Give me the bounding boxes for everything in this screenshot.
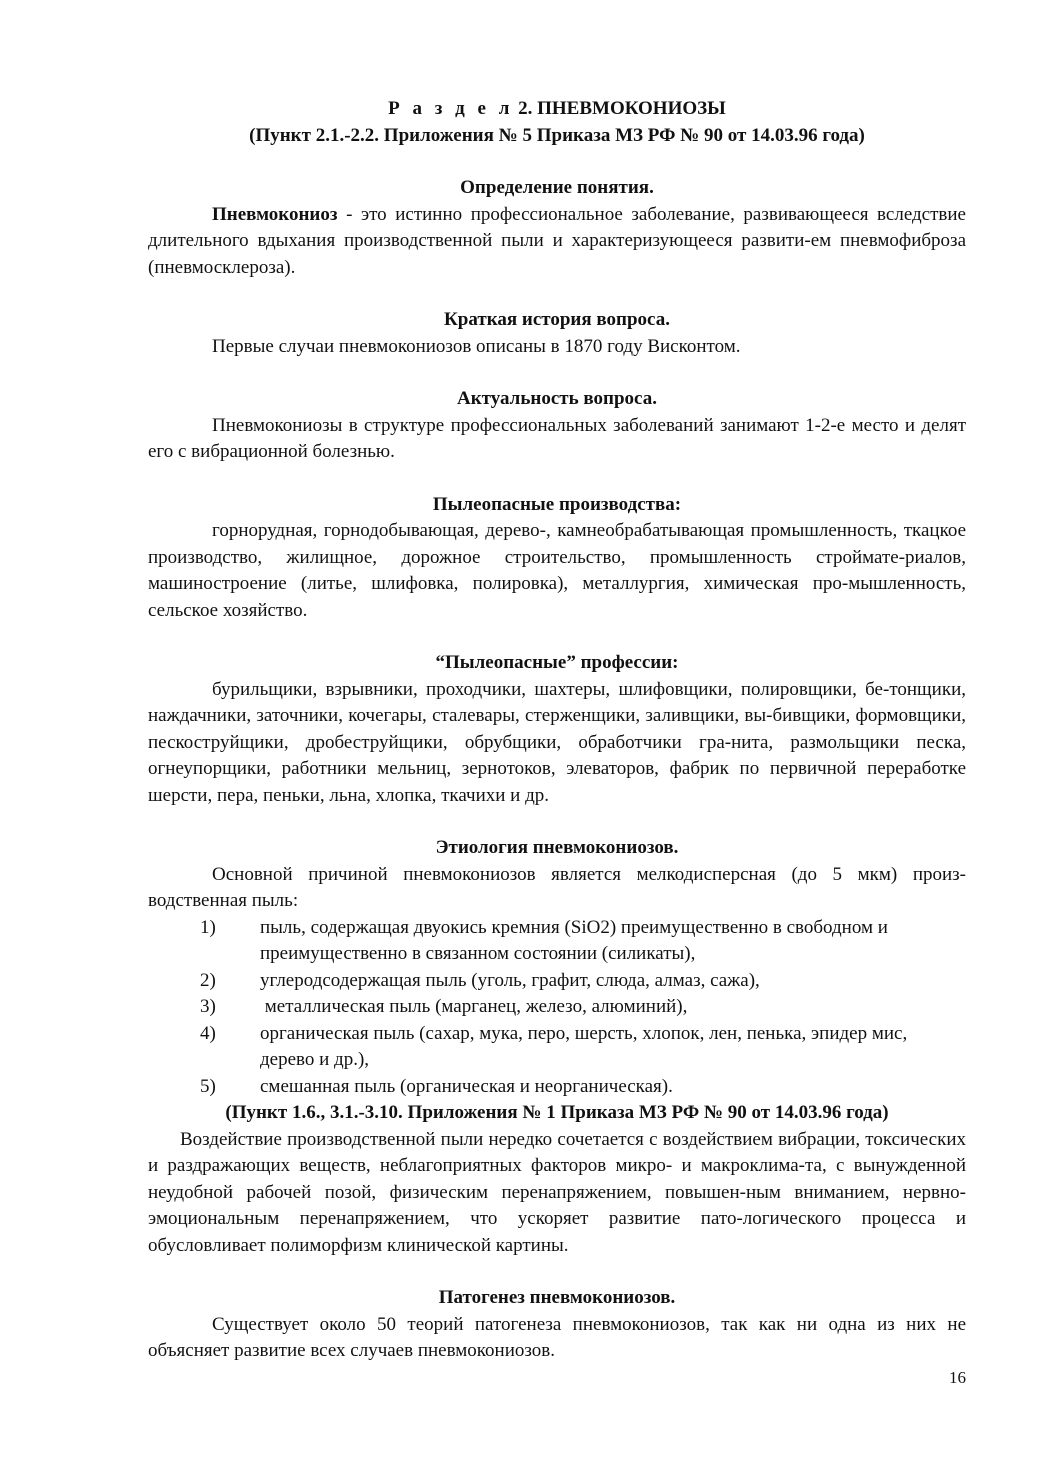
etiology-intro: Основной причиной пневмокониозов является мелкодисперсная (до 5 мкм) произ-водственная пыль: [148, 863, 966, 911]
list-item [148, 994, 966, 1021]
pathogenesis-heading: Патогенез пневмокониозов. [438, 1287, 676, 1308]
list-item [148, 968, 966, 995]
definition-heading: Определение понятия. [460, 177, 654, 198]
dust-impact-paragraph: Воздействие производственной пыли нередко сочетается с воздействием вибрации, токсических и раздражающих веществ, неблагоприятных факторов микро- и макроклима-та, с вынужденной неудобной рабочей позой, физическим перенапряжением, повышен-ным вниманием, нервно-эмоциональным перенапряжением, что ускоряет развитие пато-логического процесса и обусловливает полиморфизм клинической картины. [148, 1128, 966, 1256]
list-item-number: 3) [200, 996, 216, 1017]
pathogenesis-paragraph: Существует около 50 теорий патогенеза пневмокониозов, так как ни одна из них не объясняет развитие всех случаев пневмокониозов. [148, 1313, 966, 1361]
section-prefix: Р а з д е л [388, 98, 514, 119]
section-title [148, 96, 966, 123]
professions-heading: “Пылеопасные” профессии: [435, 652, 679, 673]
section-subtitle: (Пункт 2.1.-2.2. Приложения № 5 Приказа МЗ РФ № 90 от 14.03.96 года) [249, 124, 865, 146]
professions-paragraph: бурильщики, взрывники, проходчики, шахтеры, шлифовщики, полировщики, бе-тонщики, наждачники, заточники, кочегары, сталевары, стерженщики, заливщики, вы-бивщики, формовщики, пескоструйщики, дробеструйщики, обрубщики, обработчики гра-нита, размольщики песка, огнеупорщики, работники мельниц, зернотоков, элеваторов, фабрик по первичной переработке шерсти, пера, пеньки, льна, хлопка, ткачихи и др. [148, 678, 966, 806]
definition-paragraph [148, 202, 966, 282]
page-number: 16 [949, 1368, 966, 1387]
order-reference: (Пункт 1.6., 3.1.-3.10. Приложения № 1 Приказа МЗ РФ № 90 от 14.03.96 года) [225, 1102, 889, 1123]
list-item-number: 4) [200, 1022, 216, 1044]
list-item-number: 5) [200, 1075, 216, 1097]
list-item-text: смешанная пыль (органическая и неорганическая). [260, 1075, 673, 1097]
relevance-heading: Актуальность вопроса. [457, 388, 657, 409]
history-heading: Краткая история вопроса. [444, 309, 670, 330]
list-item-text: углеродсодержащая пыль (уголь, графит, слюда, алмаз, сажа), [260, 969, 760, 991]
industries-heading: Пылеопасные производства: [432, 493, 682, 515]
relevance-paragraph: Пневмокониозы в структуре профессиональных заболеваний занимают 1-2-е место и делят его с вибрационной болезнью. [148, 414, 966, 462]
definition-term: Пневмокониоз [212, 203, 338, 225]
list-item [148, 915, 966, 968]
etiology-heading: Этиология пневмокониозов. [435, 837, 679, 858]
list-item [148, 1021, 966, 1074]
dust-types-list [148, 915, 966, 1101]
industries-paragraph: горнорудная, горнодобывающая, дерево-, камнеобрабатывающая промышленность, ткацкое производство, жилищное, дорожное строительство, промышленность строймате-риалов, машиностроение (литье, шлифовка, полировка), металлургия, химическая про-мышленность, сельское хозяйство. [148, 520, 966, 621]
list-item-number: 2) [200, 969, 216, 991]
list-item-number: 1) [200, 916, 216, 938]
document-page [148, 96, 966, 1365]
list-item [148, 1074, 966, 1101]
definition-text: - это истинно профессиональное заболевание, развивающееся вследствие длительного вдыхания производственной пыли и характеризующееся развити-ем пневмофиброза (пневмосклероза). [148, 203, 966, 278]
list-item-text: пыль, содержащая двуокись кремния (SiO2) преимущественно в свободном и преимущественно в связанном состоянии (силикаты), [260, 916, 888, 964]
section-name: 2. ПНЕВМОКОНИОЗЫ [518, 98, 726, 119]
list-item-text: органическая пыль (сахар, мука, перо, шерсть, хлопок, лен, пенька, эпидер мис, дерево и др.), [260, 1022, 908, 1070]
history-paragraph: Первые случаи пневмокониозов описаны в 1870 году Висконтом. [212, 335, 741, 357]
list-item-text: металлическая пыль (марганец, железо, алюминий), [260, 996, 688, 1017]
